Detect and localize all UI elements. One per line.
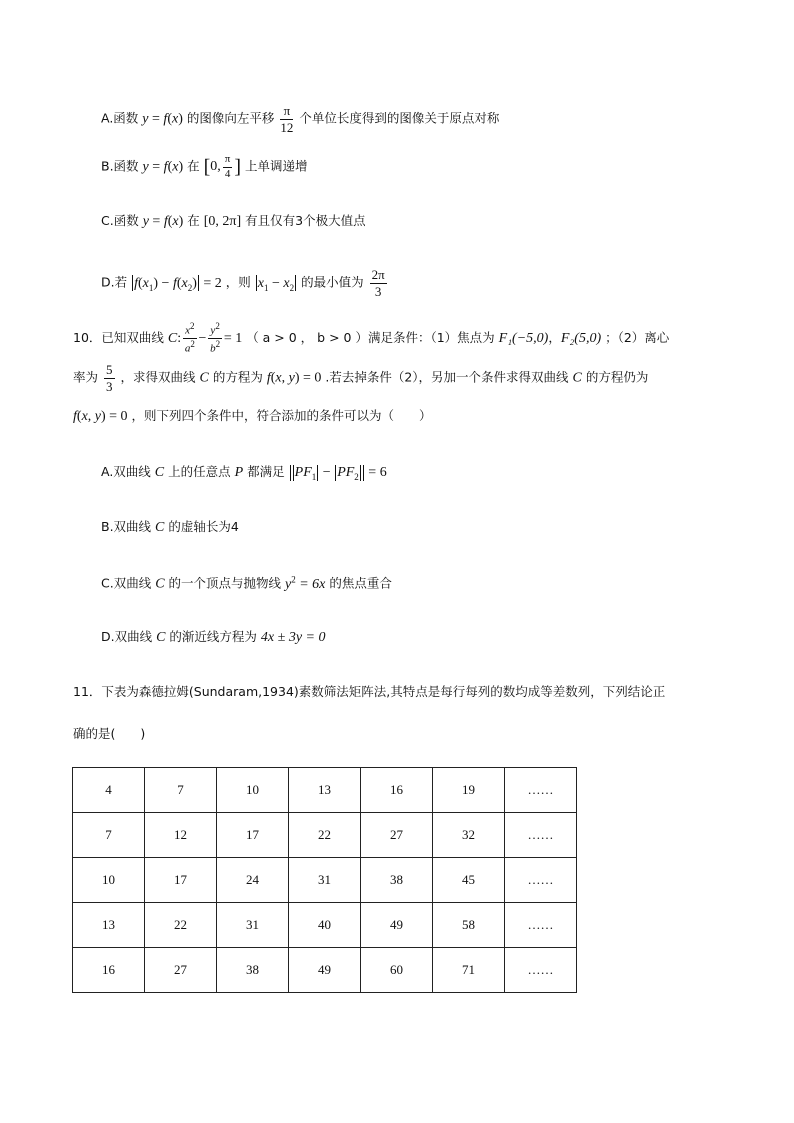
table-cell: 58 [433,903,505,948]
table-cell: 12 [145,813,217,858]
table-cell: 10 [73,858,145,903]
q10-text: .若去掉条件（2），另加一个条件求得双曲线 [325,369,569,385]
q9-d-pre: D.若 [101,274,128,290]
table-cell: 10 [217,768,289,813]
abs-x-difference: $x_1 - x_2$ [257,275,295,293]
fxy-equation: f(x, y) = 0 [73,409,128,424]
table-row [73,858,577,903]
focus-f1: F₁(−5,0) [498,330,549,346]
table-cell: 7 [145,768,217,813]
table-cell: 13 [73,903,145,948]
var-c: C [572,370,582,386]
table-cell: …… [505,813,577,858]
q9-a-mid: 的图像向左平移 [186,110,275,126]
var-c: C [154,465,165,481]
eccentricity-fraction: $\frac{5}{3}$ [106,362,113,394]
var-c: C [199,370,209,386]
q10-separator: ， [548,329,561,345]
asymptote-equation: 4x ± 3y = 0 [260,630,326,645]
shift-fraction: $\frac{\pi}{12}$ [280,103,294,135]
table-cell: 45 [433,858,505,903]
fx-expression: y = f(x) [142,111,183,127]
table-cell: 71 [433,948,505,993]
table-cell: …… [505,903,577,948]
q10-prompt: ，则下列四个条件中，符合添加的条件可以为（ ） [131,408,432,423]
table-cell: 31 [217,903,289,948]
table-cell: 32 [433,813,505,858]
q9-c-mid: 在 [187,213,200,228]
hyperbola-equation: C: $\frac{x^2}{a^2}$ − $\frac{y^2}{b^2}$ = 1 [167,321,243,355]
interval-0-2pi: [0, 2π] [203,214,242,229]
q10-stem-line3 [73,410,432,424]
table-cell: 22 [289,813,361,858]
interval-0-pi4: [0, $\frac{\pi}{4}$ ] [203,153,242,180]
table-cell: 19 [433,768,505,813]
q10-option-a [101,465,387,482]
parabola-equation: $y^2 = 6x$ [285,574,326,592]
q10-a-pre: A.双曲线 [101,464,151,480]
table-cell: 17 [145,858,217,903]
q9-option-b [101,154,308,180]
q10-eccentricity-label: ；（2）离心 [605,329,670,345]
table-cell: 22 [145,903,217,948]
var-c: C [155,576,165,592]
q9-d-mid2: 的最小值为 [301,274,364,290]
q11-stem-line1: 11．下表为森德拉姆(Sundaram,1934)素数筛法矩阵法,其特点是每行每列的数均成等差数列，下列结论正 [73,684,666,699]
focal-distance-difference: $PF_1 - PF_2 = 6$ [289,465,387,480]
q9-b-pre: B.函数 [101,158,139,174]
q9-option-c [101,215,366,229]
table-row [73,948,577,993]
q10-option-b [101,521,239,535]
min-fraction: $\frac{2\pi}{3}$ [371,267,385,299]
table-cell: 7 [73,813,145,858]
table-cell: 27 [145,948,217,993]
table-cell: 60 [361,948,433,993]
q10-d-mid: 的渐近线方程为 [169,629,257,644]
table-cell: 31 [289,858,361,903]
q10-text: ，求得双曲线 [120,369,196,385]
abs-difference: $f(x_1) - f(x_2) = 2$ [134,275,222,293]
q9-a-post: 个单位长度得到的图像关于原点对称 [299,110,500,126]
table-cell: 13 [289,768,361,813]
q9-d-mid: ，则 [225,274,251,290]
q10-option-d [101,631,325,645]
q10-stem-line2 [73,363,648,393]
table-cell: 16 [73,948,145,993]
q10-text: 的方程为 [212,369,263,385]
q9-c-post: 有且仅有3个极大值点 [245,213,366,228]
q9-b-mid: 在 [187,158,200,174]
q10-b-pre: B.双曲线 [101,519,152,534]
q10-c-pre: C.双曲线 [101,575,152,591]
table-cell: 38 [217,948,289,993]
q9-c-pre: C.函数 [101,213,139,228]
focus-f2: F₂(5,0) [560,330,602,346]
table-cell: 49 [289,948,361,993]
var-c: C [156,630,166,645]
q10-a-mid: 上的任意点 [168,464,231,480]
table-cell: 16 [361,768,433,813]
q10-intro: 10．已知双曲线 [73,329,164,345]
table-cell: 27 [361,813,433,858]
table-cell: …… [505,948,577,993]
q10-text: 的方程仍为 [585,369,649,385]
q10-c-post: 的焦点重合 [329,575,392,591]
q9-option-a [101,104,499,134]
sundaram-table [72,767,577,993]
q9-a-pre: A.函数 [101,110,139,126]
q10-rate-label: 率为 [73,369,99,385]
table-row [73,813,577,858]
q10-option-c [101,575,392,592]
q11-stem-line2: 确的是( ) [73,726,146,741]
table-row [73,903,577,948]
table-cell: 38 [361,858,433,903]
q10-c-mid: 的一个顶点与抛物线 [168,575,282,591]
table-cell: …… [505,768,577,813]
q10-stem-line1 [73,322,669,355]
fx-expression: y = f(x) [142,159,184,175]
q10-b-post: 的虚轴长为4 [168,519,239,534]
q10-conditions: （ a > 0 ， b > 0 ）满足条件：（1）焦点为 [246,329,495,345]
table-cell: 17 [217,813,289,858]
fxy-equation: f(x, y) = 0 [266,370,322,386]
q10-a-mid2: 都满足 [247,464,285,480]
q9-b-post: 上单调递增 [245,158,308,174]
table-cell: 24 [217,858,289,903]
var-p: P [234,465,244,481]
table-cell: …… [505,858,577,903]
table-cell: 40 [289,903,361,948]
var-c: C [155,520,165,535]
fx-expression: y = f(x) [142,214,184,229]
table-row [73,768,577,813]
table-cell: 4 [73,768,145,813]
q9-option-d [101,268,389,298]
q10-d-pre: D.双曲线 [101,629,153,644]
table-cell: 49 [361,903,433,948]
